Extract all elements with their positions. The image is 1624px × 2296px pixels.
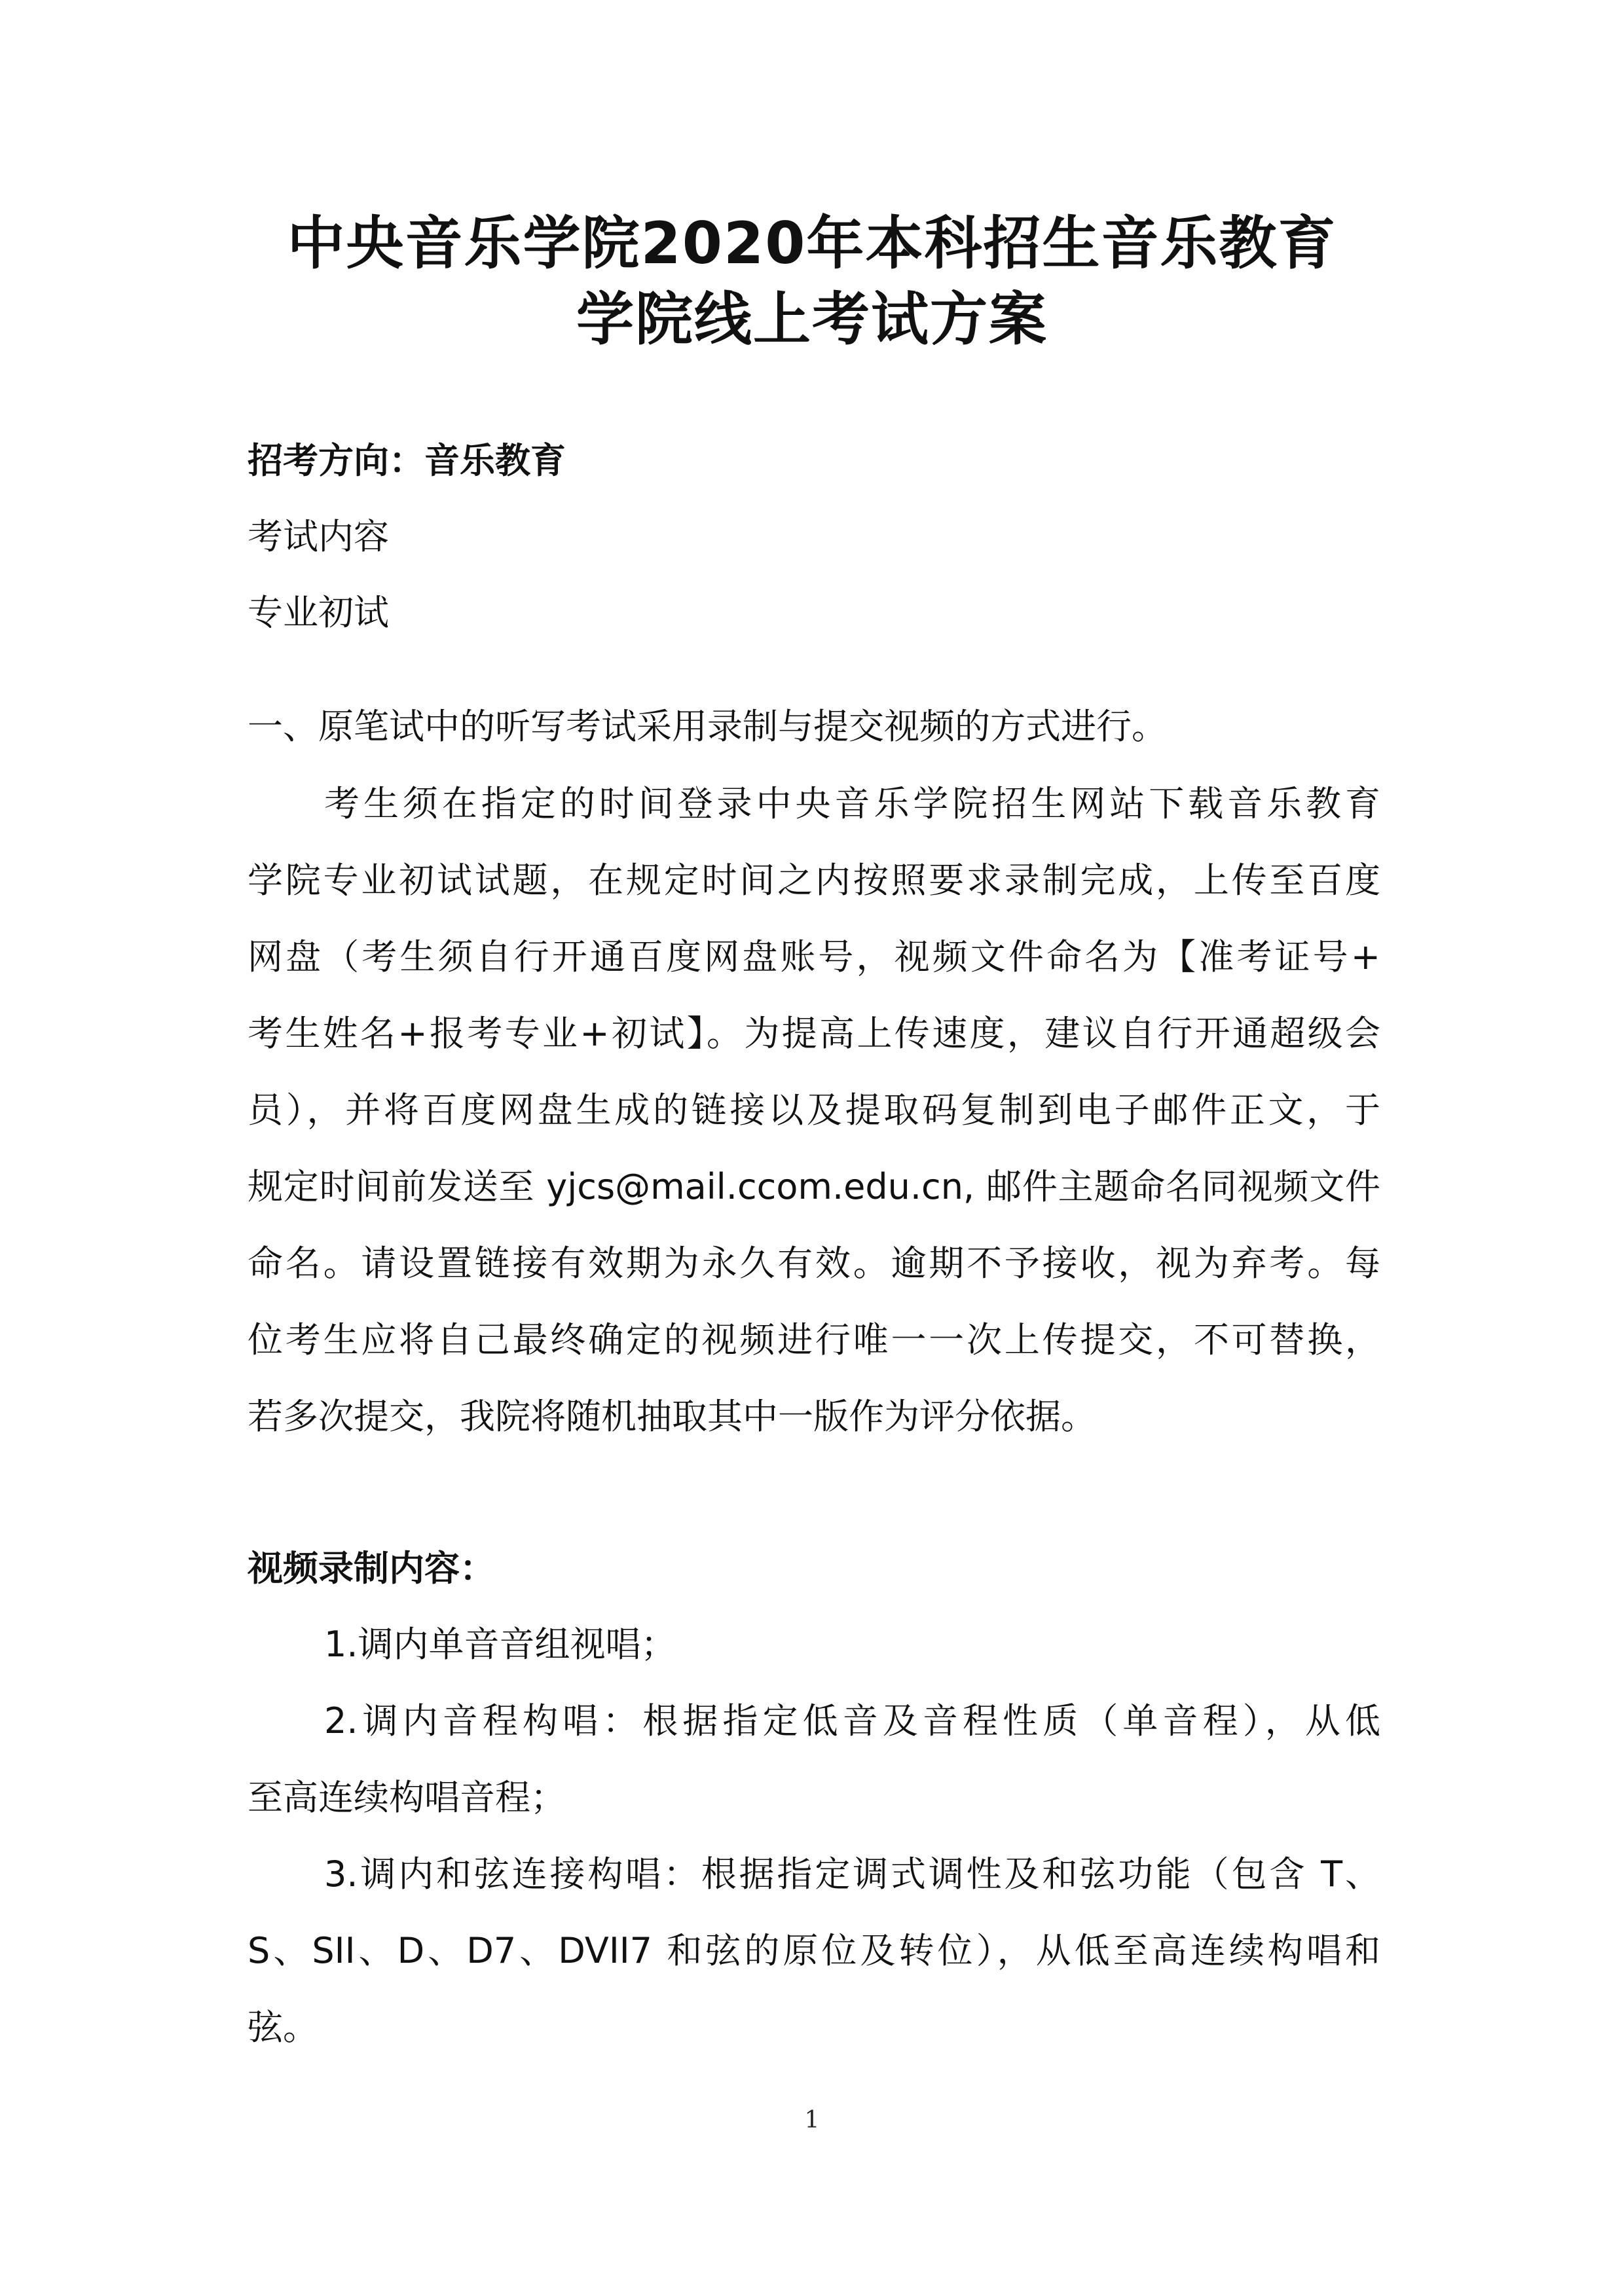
page-number: 1 (804, 2107, 820, 2134)
video-item-3-line-2: S、SII、D、D7、DVII7 和弦的原位及转位），从低至高连续构唱和 (248, 1930, 1380, 1971)
item-one: 一、原笔试中的听写考试采用录制与提交视频的方式进行。 (248, 706, 1167, 747)
video-item-3-line-1: 3.调内和弦连接构唱：根据指定调式调性及和弦功能（包含 T、 (324, 1853, 1380, 1895)
video-item-2-line-2: 至高连续构唱音程； (248, 1777, 566, 1818)
paragraph-line: 规定时间前发送至 yjcs@mail.ccom.edu.cn, 邮件主题命名同视频文件 (248, 1166, 1380, 1207)
subheading: 专业初试 (248, 592, 389, 633)
document-title-line-2: 学院线上考试方案 (576, 285, 1048, 353)
video-item-2-line-1: 2.调内音程构唱：根据指定低音及音程性质（单音程），从低 (324, 1700, 1380, 1741)
paragraph-line: 考生姓名+报考专业+初试】。为提高上传速度，建议自行开通超级会 (248, 1013, 1380, 1054)
paragraph-line: 考生须在指定的时间登录中央音乐学院招生网站下载音乐教育 (324, 783, 1380, 824)
paragraph-line: 员），并将百度网盘生成的链接以及提取码复制到电子邮件正文，于 (248, 1089, 1380, 1131)
exam-content-label: 考试内容 (248, 516, 389, 557)
video-item-3-line-3: 弦。 (248, 2007, 318, 2048)
section-header: 招考方向：音乐教育 (248, 440, 566, 481)
paragraph-line: 若多次提交，我院将随机抽取其中一版作为评分依据。 (248, 1396, 1096, 1437)
video-content-header: 视频录制内容： (248, 1548, 495, 1589)
paragraph-line: 命名。请设置链接有效期为永久有效。逾期不予接收，视为弃考。每 (248, 1243, 1380, 1284)
paragraph-line: 网盘（考生须自行开通百度网盘账号，视频文件命名为【准考证号+ (248, 936, 1380, 977)
document-title-line-1: 中央音乐学院2020年本科招生音乐教育 (287, 210, 1337, 277)
paragraph-line: 位考生应将自己最终确定的视频进行唯一一次上传提交，不可替换， (248, 1319, 1380, 1360)
paragraph-line: 学院专业初试试题，在规定时间之内按照要求录制完成，上传至百度 (248, 860, 1380, 901)
video-item-1: 1.调内单音音组视唱； (324, 1624, 676, 1665)
